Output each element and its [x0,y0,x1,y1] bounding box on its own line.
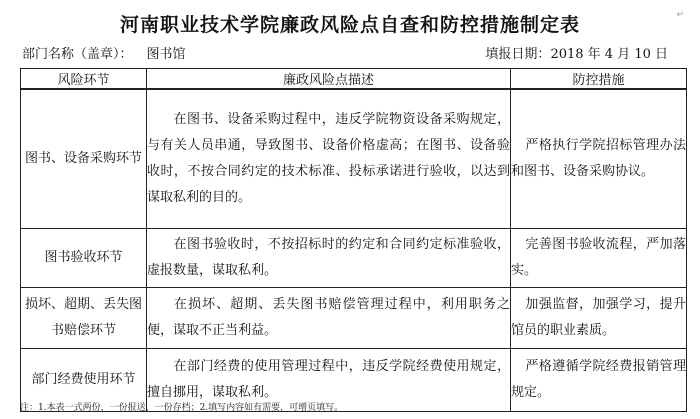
risk-description-text: 在图书、设备采购过程中，违反学院物资设备采购规定，与有关人员串通，导致图书、设备价格虚高；在图书、设备验收时，不按合同约定的技术标准、投标承诺进行验收，以达到谋取私利的目的。 [147,112,510,205]
date-value: 2018 年 4 月 10 日 [550,47,668,62]
document-title: 河南职业技术学院廉政风险点自查和防控措施制定表 [119,14,580,36]
risk-description-text: 在部门经费的使用管理过程中，违反学院经费使用规定，擅自挪用，谋取私利。 [147,359,510,400]
control-measure-text: 严格执行学院招标管理办法和图书、设备采购协议。 [511,138,686,179]
table-row [21,288,687,349]
risk-step-cell: 图书验收环节 [21,229,147,288]
risk-description-cell [147,229,511,288]
table-header-row [21,69,687,90]
risk-description-cell [147,288,511,349]
control-measure-cell [511,89,687,229]
control-measure-text: 完善图书验收流程，严加落实。 [511,237,686,278]
risk-description-text: 在图书验收时，不按招标时的约定和合同约定标准验收，虚报数量，谋取私利。 [147,237,510,278]
risk-control-table [20,68,687,412]
control-measure-text: 严格遵循学院经费报销管理规定。 [511,359,686,400]
risk-description-text: 在损坏、超期、丢失图书赔偿管理过程中，利用职务之便，谋取不正当利益。 [147,297,510,338]
control-measure-cell [511,288,687,349]
risk-description-cell [147,89,511,229]
risk-step-cell: 部门经费使用环节 [21,349,147,412]
footnote: 注：1.本表一式两份，一份报送，一份存档；2.填写内容如有需要，可增页填写。 [20,403,344,413]
control-measure-text: 加强监督，加强学习，提升馆员的职业素质。 [511,297,686,338]
paragraph-mark: ↵ [676,10,684,20]
risk-step-cell: 图书、设备采购环节 [21,89,147,229]
control-measure-cell [511,229,687,288]
risk-step-cell: 损坏、超期、丢失图书赔偿环节 [21,288,147,349]
table-row [21,229,687,288]
department-line [22,47,186,63]
date-line [485,47,668,63]
date-label: 填报日期： [485,47,551,62]
header-control-measures: 防控措施 [511,69,687,90]
department-value: 图书馆 [146,47,186,62]
control-measure-cell [511,349,687,412]
header-risk-step: 风险环节 [21,69,147,90]
table-row [21,89,687,229]
department-label: 部门名称（盖章）： [22,47,133,62]
header-risk-description: 廉政风险点描述 [147,69,511,90]
